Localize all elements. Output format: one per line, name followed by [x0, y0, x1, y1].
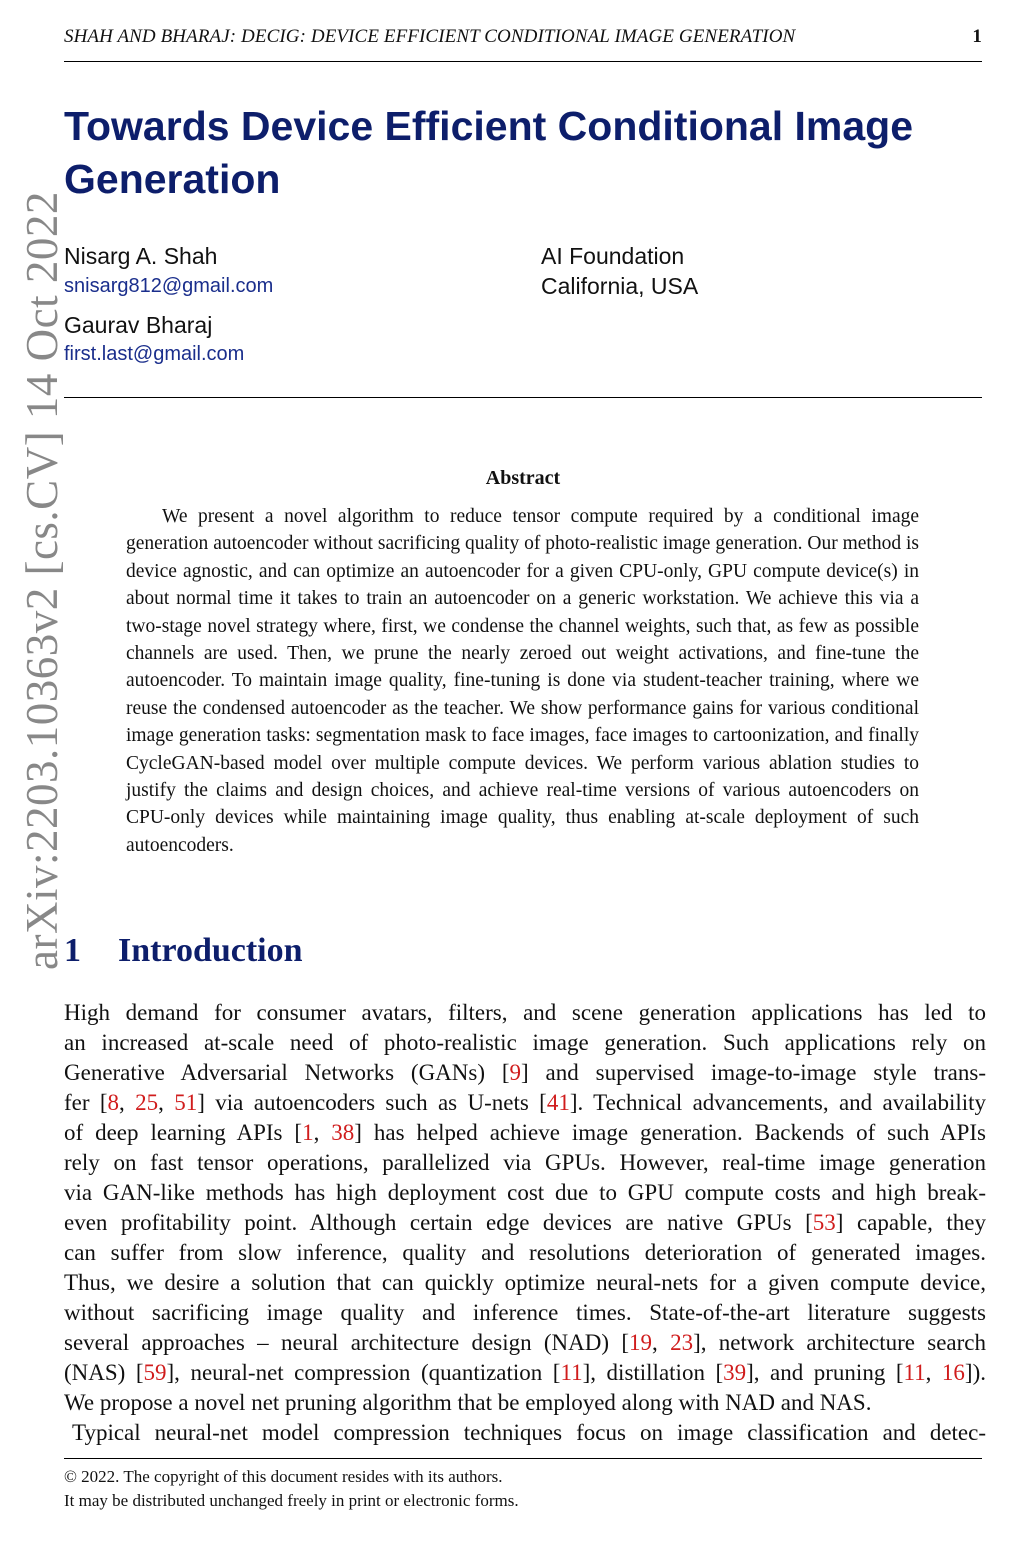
author-name-1: Nisarg A. Shah — [64, 243, 218, 269]
author-name-2: Gaurav Bharaj — [64, 312, 213, 338]
page-number: 1 — [972, 26, 982, 47]
intro-line: several approaches – neural architecture design (NAD) [19, 23], network architecture search — [64, 1330, 986, 1355]
running-header — [64, 26, 982, 48]
intro-line: even profitability point. Although certain edge devices are native GPUs [53] capable, they — [64, 1210, 987, 1235]
copyright-line-2: It may be distributed unchanged freely in print or electronic forms. — [64, 1491, 519, 1510]
intro-line: Generative Adversarial Networks (GANs) [9] and supervised image-to-image style trans- — [64, 1060, 986, 1085]
section-title: Introduction — [118, 932, 303, 969]
citation-link[interactable]: 8 — [107, 1090, 120, 1115]
section-number: 1 — [64, 932, 81, 969]
copyright-footnote — [64, 1465, 519, 1513]
affiliation-location: California, USA — [541, 273, 699, 299]
citation-link[interactable]: 19 — [629, 1330, 653, 1355]
affiliation-org: AI Foundation — [541, 243, 685, 269]
citation-link[interactable]: 11 — [903, 1360, 926, 1385]
footnote-rule — [64, 1458, 982, 1459]
citation-link[interactable]: 16 — [941, 1360, 965, 1385]
citation-link[interactable]: 38 — [331, 1120, 355, 1145]
title-rule — [64, 397, 982, 398]
intro-line: (NAS) [59], neural-net compression (quantization [11], distillation [39], and pruning [11, 16]). — [64, 1360, 986, 1385]
citation-link[interactable]: 11 — [560, 1360, 583, 1385]
abstract-text: We present a novel algorithm to reduce tensor compute required by a conditional image generation autoencoder without sacrificing quality of photo-realistic image generation. Our method is device agnostic, and can optimize an autoencoder for a given CPU-only, GPU compute device(s) in about normal time it takes to train an autoencoder on a generic workstation. We achieve this via a two-stage novel strategy where, first, we condense the channel weights, such that, as few as possible channels are used. Then, we prune the nearly zeroed out weight activations, and fine-tune the autoencoder. To maintain image quality, fine-tuning is done via student-teacher training, where we reuse the condensed autoencoder as the teacher. We show performance gains for various conditional image generation tasks: segmentation mask to face images, face images to cartoonization, and finally CycleGAN-based model over multiple compute devices. We perform various ablation studies to justify the claims and design choices, and achieve real-time versions of various autoencoders on CPU-only devices while maintaining image quality, thus enabling at-scale deployment of such autoencoders. — [126, 506, 919, 856]
citation-link[interactable]: 39 — [723, 1360, 747, 1385]
running-title: SHAH AND BHARAJ: DECIG: DEVICE EFFICIENT CONDITIONAL IMAGE GENERATION — [64, 26, 796, 47]
author-email-2[interactable]: first.last@gmail.com — [64, 343, 245, 365]
citation-link[interactable]: 53 — [812, 1210, 836, 1235]
citation-link[interactable]: 23 — [670, 1330, 694, 1355]
paper-title: Towards Device Efficient Conditional Image Generation — [64, 103, 914, 202]
citation-link[interactable]: 51 — [174, 1090, 198, 1115]
intro-line: via GAN-like methods has high deployment cost due to GPU compute costs and high break- — [64, 1180, 986, 1205]
citation-link[interactable]: 1 — [302, 1120, 314, 1145]
intro-line: an increased at-scale need of photo-realistic image generation. Such applications rely on — [64, 1030, 986, 1055]
author-email-1[interactable]: snisarg812@gmail.com — [64, 275, 274, 297]
intro-line: High demand for consumer avatars, filters, and scene generation applications has led to — [64, 1000, 986, 1025]
citation-link[interactable]: 25 — [135, 1090, 159, 1115]
header-rule — [64, 61, 982, 62]
intro-line: Typical neural-net model compression techniques focus on image classification and detec- — [72, 1420, 986, 1445]
intro-line: rely on fast tensor operations, parallelized via GPUs. However, real-time image generation — [64, 1150, 986, 1175]
intro-line: can suffer from slow inference, quality and resolutions deterioration of generated images. — [64, 1240, 986, 1265]
abstract-heading: Abstract — [485, 467, 561, 489]
intro-line: fer [8, 25, 51] via autoencoders such as U-nets [41]. Technical advancements, and availability — [64, 1090, 986, 1115]
citation-link[interactable]: 41 — [546, 1090, 570, 1115]
intro-line: of deep learning APIs [1, 38] has helped achieve image generation. Backends of such APIs — [64, 1120, 987, 1145]
arxiv-stamp: arXiv:2203.10363v2 [cs.CV] 14 Oct 2022 — [17, 191, 67, 970]
citation-link[interactable]: 9 — [509, 1060, 522, 1085]
intro-line: Thus, we desire a solution that can quickly optimize neural-nets for a given compute device, — [64, 1270, 986, 1295]
copyright-line-1: © 2022. The copyright of this document resides with its authors. — [64, 1467, 503, 1486]
intro-line: We propose a novel net pruning algorithm that be employed along with NAD and NAS. — [64, 1390, 872, 1415]
intro-paragraph — [64, 998, 986, 1448]
citation-link[interactable]: 59 — [143, 1360, 167, 1385]
intro-line: without sacrificing image quality and inference times. State-of-the-art literature suggests — [64, 1300, 986, 1325]
